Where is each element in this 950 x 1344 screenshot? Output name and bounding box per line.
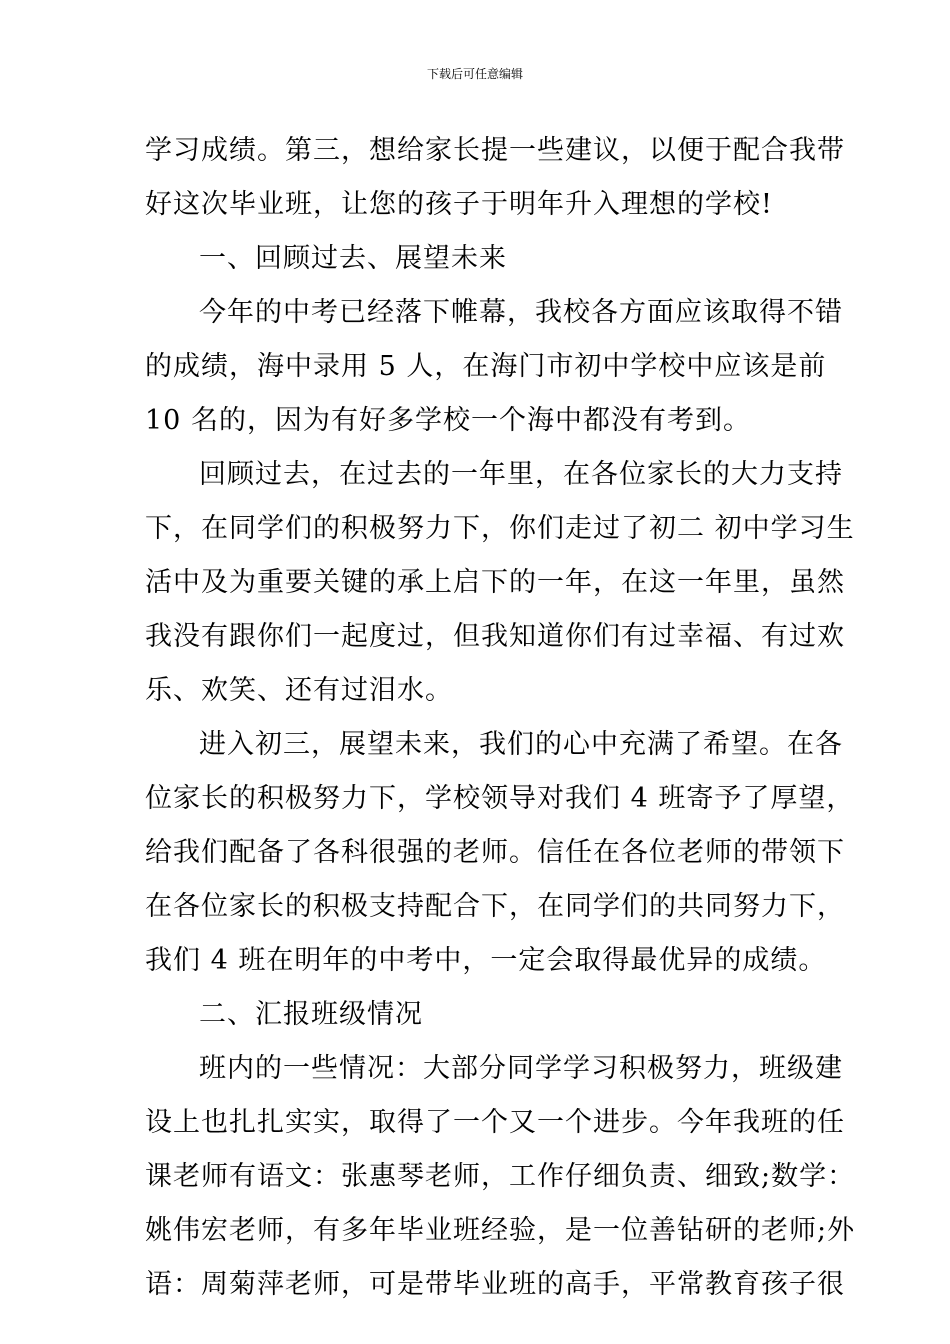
text-line: 设上也扎扎实实，取得了一个又一个进步。今年我班的任 [145,1107,845,1138]
text-line: 班内的一些情况：大部分同学学习积极努力，班级建 [199,1053,843,1084]
text-line: 语：周菊萍老师，可是带毕业班的高手，平常教育孩子很 [145,1269,845,1300]
text-line: 10 名的，因为有好多学校一个海中都没有考到。 [145,405,751,436]
text-line: 给我们配备了各科很强的老师。信任在各位老师的带领下 [145,837,845,868]
paragraph [145,1042,856,1312]
text-line: 我们 4 班在明年的中考中，一定会取得最优异的成绩。 [145,945,827,976]
section-heading [145,232,810,286]
text-line: 好这次毕业班，让您的孩子于明年升入理想的学校! [145,189,773,220]
text-line: 位家长的积极努力下，学校领导对我们 4 班寄予了厚望， [145,783,855,814]
text-line: 乐、欢笑、还有过泪水。 [145,675,453,706]
paragraph [145,286,843,448]
text-line: 活中及为重要关键的承上启下的一年，在这一年里，虽然 [145,567,845,598]
document-body [145,124,856,1312]
paragraph [145,124,845,232]
text-line: 下，在同学们的积极努力下，你们走过了初二 初中学习生 [145,513,855,544]
text-line: 在各位家长的积极支持配合下，在同学们的共同努力下， [145,891,845,922]
text-line: 回顾过去，在过去的一年里，在各位家长的大力支持 [199,459,843,490]
text-line: 的成绩，海中录用 5 人，在海门市初中学校中应该是前 [145,351,827,382]
section-heading [145,988,810,1042]
header-note: 下载后可任意编辑 [426,67,523,81]
text-line: 一、回顾过去、展望未来 [199,243,507,274]
paragraph [145,448,855,718]
text-line: 姚伟宏老师，有多年毕业班经验，是一位善钻研的老师;外 [145,1215,856,1246]
text-line: 我没有跟你们一起度过，但我知道你们有过幸福、有过欢 [145,621,845,652]
paragraph [145,718,855,988]
text-line: 二、汇报班级情况 [199,999,423,1030]
text-line: 课老师有语文：张惠琴老师，工作仔细负责、细致;数学： [145,1161,856,1192]
text-line: 学习成绩。第三，想给家长提一些建议，以便于配合我带 [145,135,845,166]
text-line: 进入初三，展望未来，我们的心中充满了希望。在各 [199,729,843,760]
text-line: 今年的中考已经落下帷幕，我校各方面应该取得不错 [199,297,843,328]
